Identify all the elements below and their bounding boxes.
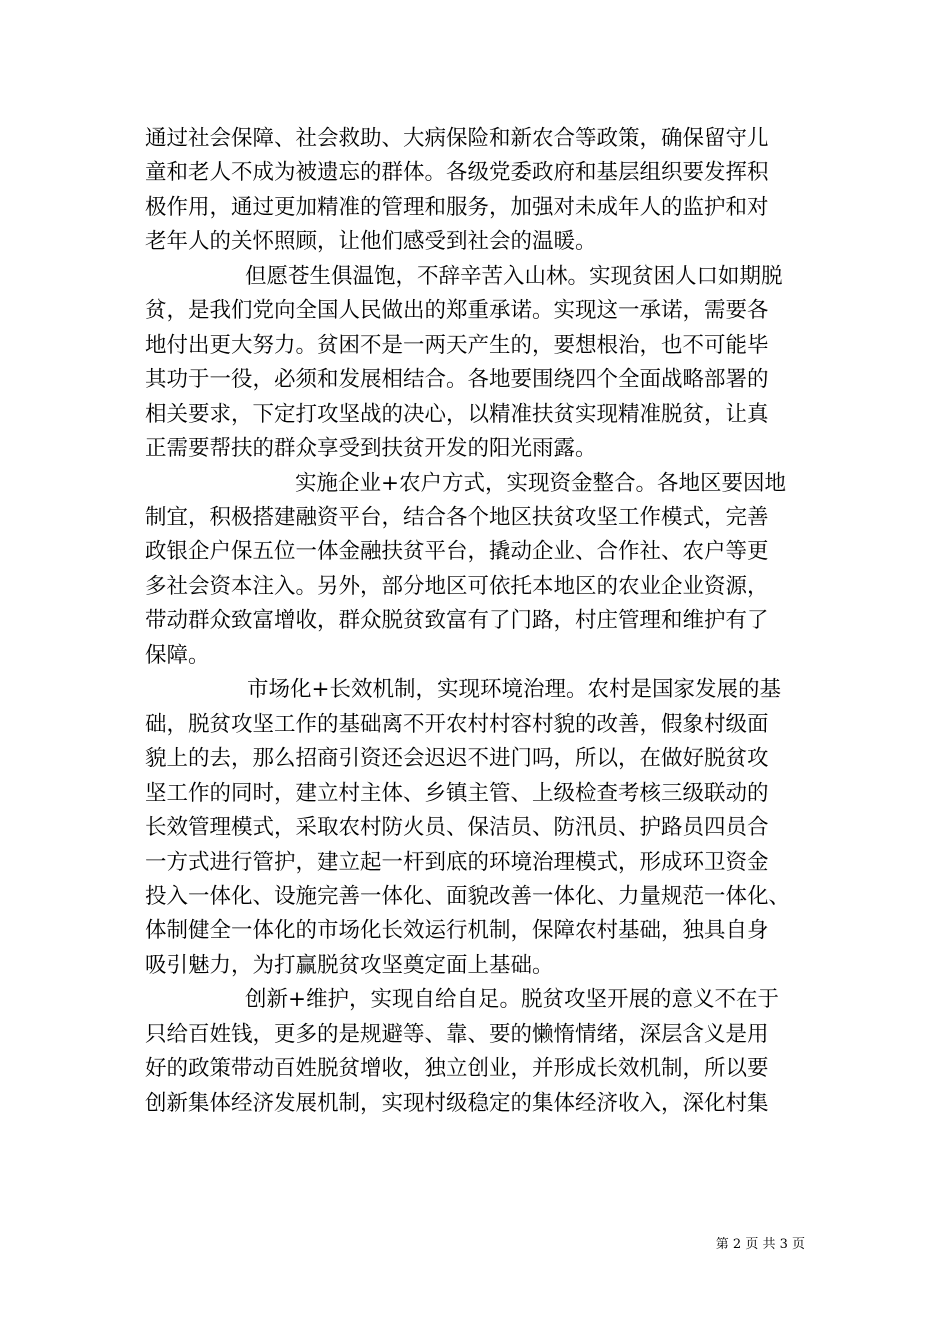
text-line: 保障。 <box>145 642 210 668</box>
text-line: 投入一体化、设施完善一体化、面貌改善一体化、力量规范一体化、 <box>145 883 791 909</box>
text-line: 坚工作的同时，建立村主体、乡镇主管、上级检查考核三级联动的 <box>145 780 769 806</box>
text-line: 老年人的关怀照顾，让他们感受到社会的温暖。 <box>145 229 597 255</box>
text-line: 貌上的去，那么招商引资还会迟迟不进门吗，所以，在做好脱贫攻 <box>145 746 769 772</box>
text-line: 正需要帮扶的群众享受到扶贫开发的阳光雨露。 <box>145 436 597 462</box>
text-line: 一方式进行管护，建立起一杆到底的环境治理模式，形成环卫资金 <box>145 849 769 875</box>
text-line: 吸引魅力，为打赢脱贫攻坚奠定面上基础。 <box>145 952 554 978</box>
text-line: 带动群众致富增收，群众脱贫致富有了门路，村庄管理和维护有了 <box>145 608 769 634</box>
text-line: 政银企户保五位一体金融扶贫平台，撬动企业、合作社、农户等更 <box>145 539 769 565</box>
text-line: 但愿苍生俱温饱，不辞辛苦入山林。实现贫困人口如期脱 <box>245 263 783 289</box>
text-line: 地付出更大努力。贫困不是一两天产生的，要想根治，也不可能毕 <box>145 332 769 358</box>
text-line: 相关要求，下定打攻坚战的决心，以精准扶贫实现精准脱贫，让真 <box>145 401 769 427</box>
text-line: 体制健全一体化的市场化长效运行机制，保障农村基础，独具自身 <box>145 918 769 944</box>
text-line: 多社会资本注入。另外，部分地区可依托本地区的农业企业资源， <box>145 573 769 599</box>
page-number: 第 2 页 共 3 页 <box>715 1237 805 1252</box>
text-line: 创新集体经济发展机制，实现村级稳定的集体经济收入，深化村集 <box>145 1090 769 1116</box>
text-line: 通过社会保障、社会救助、大病保险和新农合等政策，确保留守儿 <box>145 126 769 151</box>
text-line: 童和老人不成为被遗忘的群体。各级党委政府和基层组织要发挥积 <box>145 160 769 186</box>
text-line: 实施企业+农户方式，实现资金整合。各地区要因地 <box>295 470 787 496</box>
text-line: 贫，是我们党向全国人民做出的郑重承诺。实现这一承诺，需要各 <box>145 298 769 324</box>
text-line: 制宜，积极搭建融资平台，结合各个地区扶贫攻坚工作模式，完善 <box>145 505 769 530</box>
text-line: 创新+维护，实现自给自足。脱贫攻坚开展的意义不在于 <box>245 987 780 1013</box>
text-line: 市场化+长效机制，实现环境治理。农村是国家发展的基 <box>247 677 782 703</box>
text-line: 极作用，通过更加精准的管理和服务，加强对未成年人的监护和对 <box>145 194 769 220</box>
text-line: 础，脱贫攻坚工作的基础离不开农村村容村貌的改善，假象村级面 <box>145 711 769 737</box>
text-line: 只给百姓钱，更多的是规避等、靠、要的懒惰情绪，深层含义是用 <box>145 1021 769 1047</box>
text-line: 好的政策带动百姓脱贫增收，独立创业，并形成长效机制，所以要 <box>145 1056 769 1082</box>
text-line: 其功于一役，必须和发展相结合。各地要围绕四个全面战略部署的 <box>145 367 769 393</box>
text-line: 长效管理模式，采取农村防火员、保洁员、防汛员、护路员四员合 <box>145 815 769 840</box>
